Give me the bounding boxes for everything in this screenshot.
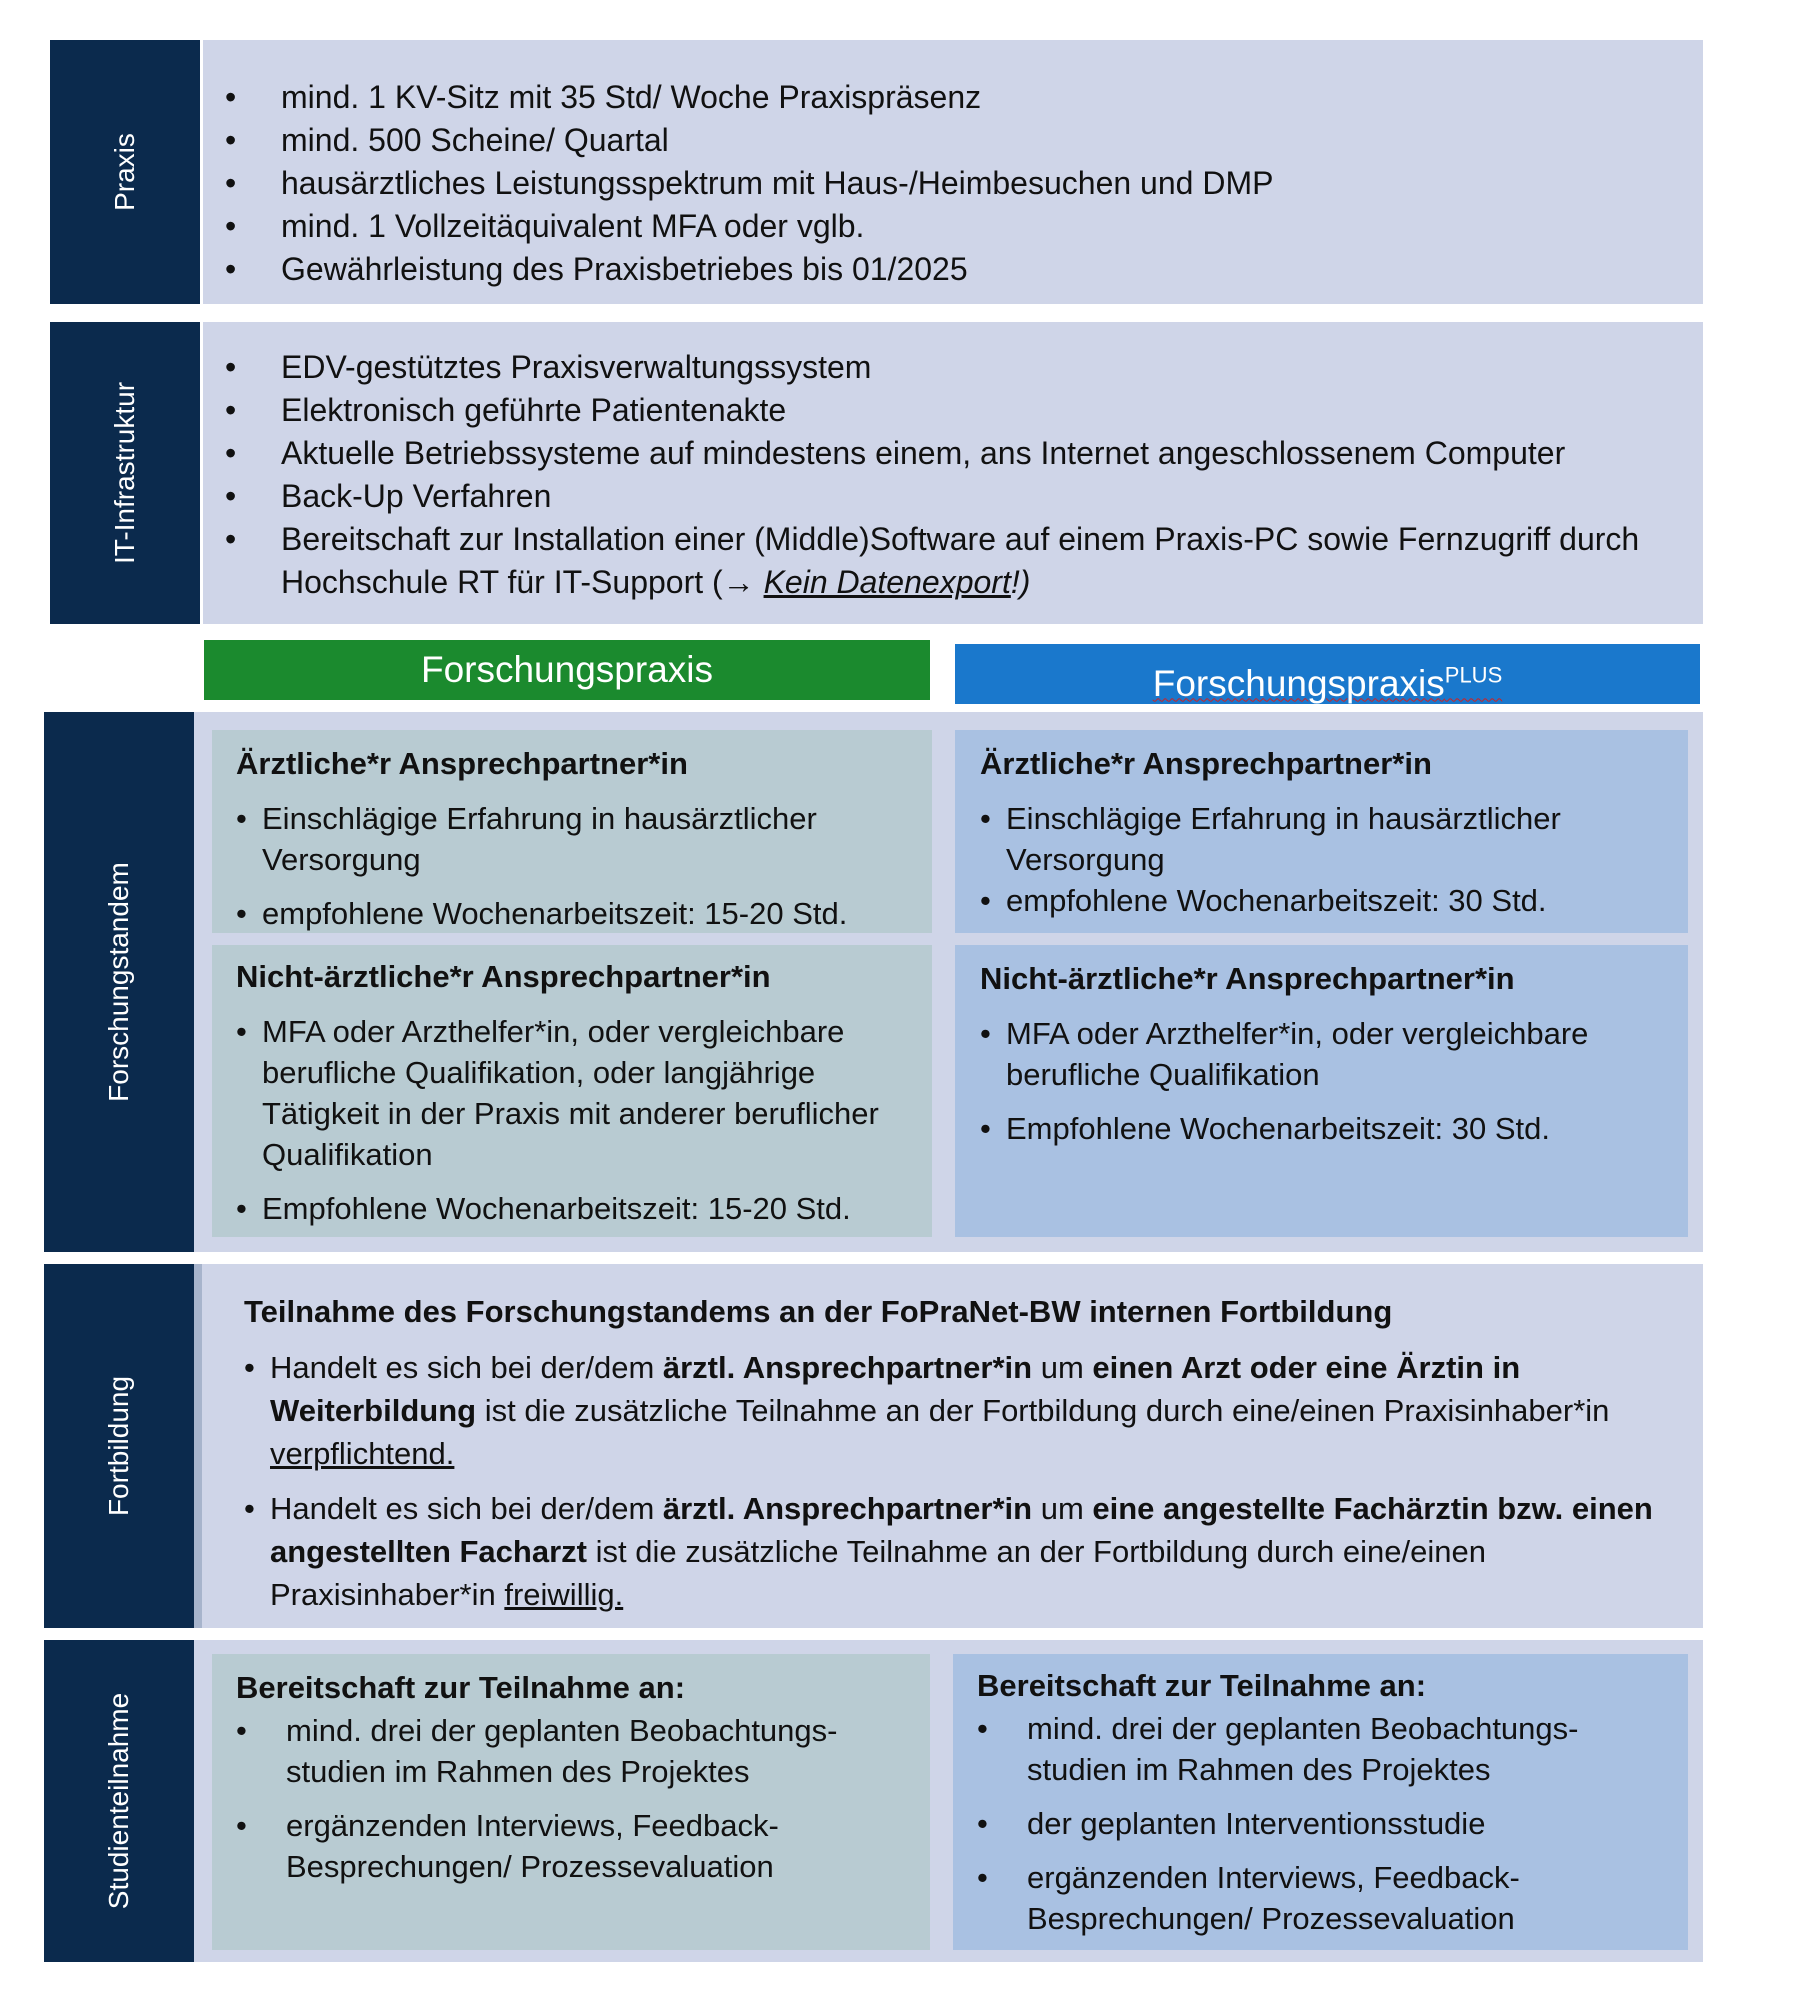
fortbildung-panel <box>194 1264 1703 1628</box>
left-studien-list <box>236 1710 908 1887</box>
praxis-label-bar <box>50 40 200 304</box>
right-aerztlich-list <box>980 798 1666 921</box>
box-title: Bereitschaft zur Teilnahme an: <box>977 1668 1427 1703</box>
it-list <box>225 346 1673 604</box>
box-title: Ärztliche*r Ansprechpartner*in <box>236 746 688 781</box>
forschungspraxis-plus-header-label: Forschungspraxis$^{PLUS}$ <box>1152 663 1503 705</box>
list-item: • mind. 500 Scheine/ Quartal <box>225 119 1703 162</box>
list-item: • Back-Up Verfahren <box>225 475 1673 518</box>
box-title: Bereitschaft zur Teilnahme an: <box>236 1670 686 1705</box>
praxis-list <box>225 76 1703 291</box>
list-item: • der geplanten Interventionsstudie <box>977 1803 1666 1844</box>
it-item5-end: !) <box>1010 564 1031 600</box>
list-item: • Aktuelle Betriebssysteme auf mindestens einem, ans Internet angeschlossenem Computer <box>225 432 1673 475</box>
fortbildung-label-bar <box>44 1264 194 1628</box>
list-item <box>225 518 1673 604</box>
right-nichtaerztlich-list <box>980 1013 1666 1149</box>
list-item: • Empfohlene Wochenarbeitszeit: 15-20 Std. <box>236 1188 910 1229</box>
list-item: • Handelt es sich bei der/dem ärztl. Ansprechpartner*in um einen Arzt oder eine Ärztin in Weiterbildung ist die zusätzliche Teilnahme an der Fortbildung durch eine/einen Praxisinhaber*in verpflichtend. <box>244 1346 1663 1475</box>
forschungspraxis-header-label: Forschungspraxis <box>420 649 713 690</box>
right-studien-list <box>977 1708 1666 1939</box>
list-item: • mind. 1 Vollzeitäquivalent MFA oder vglb. <box>225 205 1703 248</box>
list-item: • mind. drei der geplanten Beobachtungs-studien im Rahmen des Projektes <box>977 1708 1666 1790</box>
it-label: IT-Infrastruktur <box>109 381 140 565</box>
left-nichtaerztlich-box <box>212 945 932 1237</box>
list-item: • MFA oder Arzthelfer*in, oder vergleichbare berufliche Qualifikation, oder langjährige Tätigkeit in der Praxis mit anderer beruflicher Qualifikation <box>236 1011 910 1175</box>
forschungstandem-label-bar <box>44 712 194 1252</box>
left-aerztlich-list <box>236 798 910 934</box>
left-nichtaerztlich-list <box>236 1011 910 1229</box>
fortbildung-label: Fortbildung <box>103 1375 134 1517</box>
list-item: • MFA oder Arzthelfer*in, oder vergleichbare berufliche Qualifikation <box>980 1013 1666 1095</box>
list-item: • Einschlägige Erfahrung in hausärztlicher Versorgung <box>980 798 1666 880</box>
list-item: • Handelt es sich bei der/dem ärztl. Ansprechpartner*in um eine angestellte Fachärztin bzw. einen angestellten Facharzt ist die zusätzliche Teilnahme an der Fortbildung durch eine/einen Praxisinhaber*in freiwillig. <box>244 1487 1663 1616</box>
kein-datenexport-link[interactable]: Kein Datenexport <box>763 564 1011 600</box>
list-item: • Einschlägige Erfahrung in hausärztlicher Versorgung <box>236 798 910 880</box>
right-nichtaerztlich-box <box>955 945 1688 1237</box>
list-item: • EDV-gestütztes Praxisverwaltungssystem <box>225 346 1673 389</box>
list-item: • empfohlene Wochenarbeitszeit: 15-20 Std. <box>236 893 910 934</box>
forschungspraxis-plus-header <box>955 644 1700 704</box>
right-aerztlich-box <box>955 730 1688 933</box>
list-item: • Elektronisch geführte Patientenakte <box>225 389 1673 432</box>
box-title: Ärztliche*r Ansprechpartner*in <box>980 746 1432 781</box>
forschungstandem-label: Forschungstandem <box>103 862 134 1102</box>
list-item: • ergänzenden Interviews, Feedback-Besprechungen/ Prozessevaluation <box>977 1857 1666 1939</box>
it-item5-text: Bereitschaft zur Installation einer (Middle)Software auf einem Praxis-PC sowie Fernzugriff durch Hochschule RT für IT-Support (→ <box>281 521 1640 600</box>
praxis-label: Praxis <box>109 133 140 211</box>
praxis-panel <box>203 40 1703 304</box>
list-item: • Empfohlene Wochenarbeitszeit: 30 Std. <box>980 1108 1666 1149</box>
list-item: • hausärztliches Leistungsspektrum mit Haus-/Heimbesuchen und DMP <box>225 162 1703 205</box>
box-title: Nicht-ärztliche*r Ansprechpartner*in <box>236 959 771 994</box>
box-title: Nicht-ärztliche*r Ansprechpartner*in <box>980 961 1515 996</box>
left-studien-box <box>212 1654 930 1950</box>
fortbildung-list <box>244 1346 1663 1616</box>
list-item: • ergänzenden Interviews, Feedback-Besprechungen/ Prozessevaluation <box>236 1805 908 1887</box>
list-item: • mind. drei der geplanten Beobachtungs-studien im Rahmen des Projektes <box>236 1710 908 1792</box>
studien-label-bar <box>44 1640 194 1962</box>
forschungspraxis-header <box>204 640 930 700</box>
it-panel <box>203 322 1703 624</box>
list-item: • empfohlene Wochenarbeitszeit: 30 Std. <box>980 880 1666 921</box>
list-item: • mind. 1 KV-Sitz mit 35 Std/ Woche Praxispräsenz <box>225 76 1703 119</box>
right-studien-box <box>953 1654 1688 1950</box>
studien-label: Studienteilnahme <box>103 1692 134 1910</box>
it-label-bar <box>50 322 200 624</box>
list-item: • Gewährleistung des Praxisbetriebes bis 01/2025 <box>225 248 1703 291</box>
fortbildung-title: Teilnahme des Forschungstandems an der FoPraNet-BW internen Fortbildung <box>244 1294 1393 1329</box>
left-aerztlich-box <box>212 730 932 933</box>
